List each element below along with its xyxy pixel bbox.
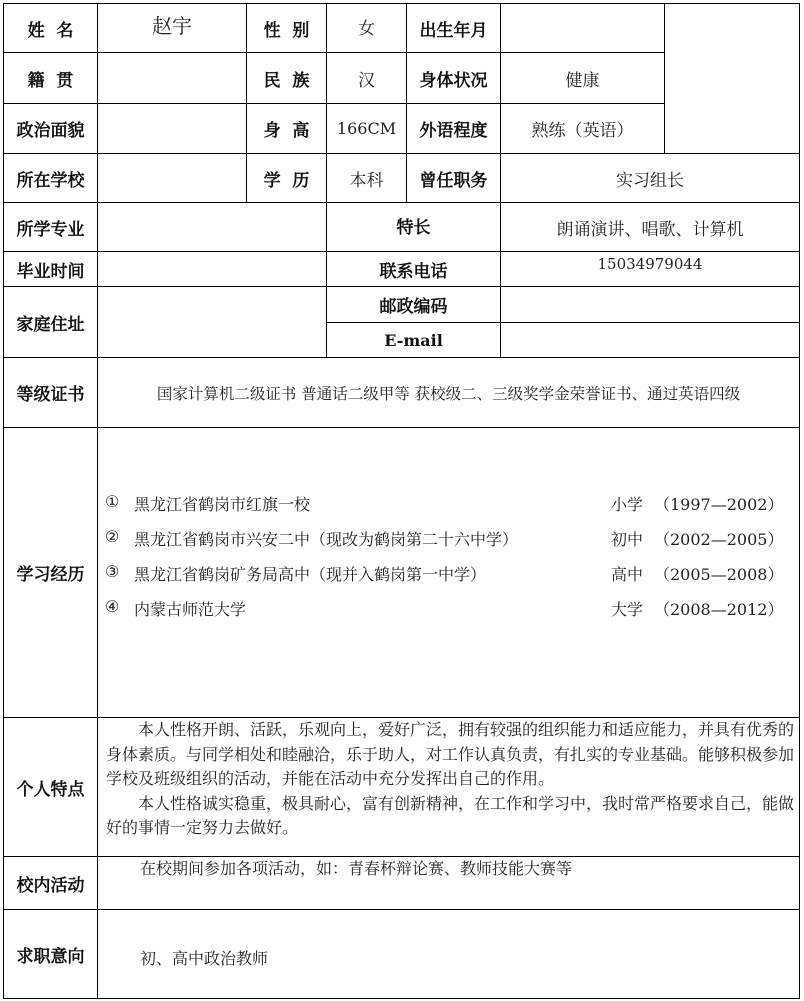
traits-paragraph-2: 本人性格诚实稳重，极具耐心，富有创新精神，在工作和学习中，我时常严格要求自己，能做好的事情一定努力去做好。: [106, 793, 795, 837]
study-level: 初中: [611, 530, 644, 549]
name-label: 姓 名: [27, 20, 74, 41]
former-post-label: 曾任职务: [419, 170, 488, 191]
study-num: ③: [105, 562, 120, 581]
study-period: （2002—2005）: [654, 530, 784, 549]
school-label: 所在学校: [16, 170, 85, 191]
native-value[interactable]: [98, 53, 246, 103]
study-school: 黑龙江省鹤岗市红旗一校: [134, 495, 311, 514]
political-value[interactable]: [98, 104, 246, 153]
traits-label: 个人特点: [16, 779, 85, 800]
intention-label: 求职意向: [16, 946, 85, 967]
certificates-value[interactable]: 国家计算机二级证书 普通话二级甲等 获校级二、三级奖学金荣誉证书、通过英语四级: [156, 384, 741, 403]
study-num: ①: [105, 492, 120, 511]
political-label: 政治面貌: [16, 121, 85, 141]
birth-value[interactable]: [501, 4, 664, 52]
study-level: 高中: [611, 565, 644, 584]
gender-value[interactable]: 女: [358, 18, 375, 39]
study-num: ④: [105, 597, 120, 616]
traits-paragraph-1: 本人性格开朗、活跃，乐观向上，爱好广泛，拥有较强的组织能力和适应能力，并具有优秀的身体素质。与同学相处和睦融洽，乐于助人，对工作认真负责，有扎实的专业基础。能够积极参加学校及班级组织的活动，并能在活动中充分发挥出自己的作用。: [106, 720, 795, 788]
health-label: 身体状况: [419, 70, 488, 91]
row-line: [3, 427, 800, 428]
specialty-value[interactable]: 朗诵演讲、唱歌、计算机: [556, 219, 744, 240]
former-post-value[interactable]: 实习组长: [616, 170, 684, 191]
row-line: [3, 909, 800, 910]
height-value[interactable]: 166CM: [336, 119, 397, 138]
study-level: 小学: [611, 495, 644, 514]
traits-text[interactable]: [106, 718, 794, 841]
name-value[interactable]: 赵宇: [152, 13, 192, 38]
study-label: 学习经历: [16, 565, 85, 585]
school-value[interactable]: [98, 154, 246, 202]
address-value[interactable]: [98, 287, 326, 357]
health-value[interactable]: 健康: [565, 70, 600, 91]
address-label: 家庭住址: [16, 314, 85, 335]
ethnic-label: 民 族: [263, 70, 310, 91]
language-label: 外语程度: [419, 121, 488, 141]
intention-text[interactable]: 初、高中政治教师: [140, 949, 269, 968]
certificates-label: 等级证书: [16, 385, 85, 405]
phone-label: 联系电话: [379, 261, 448, 282]
postcode-label: 邮政编码: [379, 297, 448, 317]
study-level: 大学: [611, 600, 644, 619]
education-value[interactable]: 本科: [349, 170, 384, 191]
language-value[interactable]: 熟练（英语）: [531, 121, 634, 141]
table-border-bottom: [3, 998, 800, 999]
major-value[interactable]: [98, 203, 326, 251]
native-label: 籍 贯: [27, 70, 74, 91]
education-label: 学 历: [263, 170, 310, 191]
height-label: 身 高: [263, 121, 310, 141]
specialty-label: 特长: [396, 217, 431, 238]
study-school: 内蒙古师范大学: [134, 600, 247, 619]
table-border-right: [799, 3, 800, 999]
study-num: ②: [105, 527, 120, 546]
email-label: E-mail: [384, 330, 443, 350]
phone-value[interactable]: 15034979044: [597, 255, 703, 273]
postcode-value[interactable]: [501, 287, 799, 322]
gender-label: 性 别: [263, 20, 310, 41]
activities-text[interactable]: 在校期间参加各项活动，如：青春杯辩论赛、教师技能大赛等: [140, 859, 573, 878]
ethnic-value[interactable]: 汉: [358, 70, 375, 91]
study-period: （2005—2008）: [654, 565, 784, 584]
birth-label: 出生年月: [419, 20, 488, 41]
study-school: 黑龙江省鹤岗市兴安二中（现改为鹤岗第二十六中学）: [134, 530, 519, 549]
study-school: 黑龙江省鹤岗矿务局高中（现并入鹤岗第一中学）: [134, 565, 487, 584]
activities-label: 校内活动: [16, 875, 85, 896]
grad-time-label: 毕业时间: [16, 261, 85, 282]
email-value[interactable]: [501, 323, 799, 357]
grad-time-value[interactable]: [98, 252, 326, 286]
study-period: （1997—2002）: [654, 495, 784, 514]
photo-area: [665, 4, 799, 153]
study-period: （2008—2012）: [654, 600, 784, 619]
major-label: 所学专业: [16, 219, 85, 240]
